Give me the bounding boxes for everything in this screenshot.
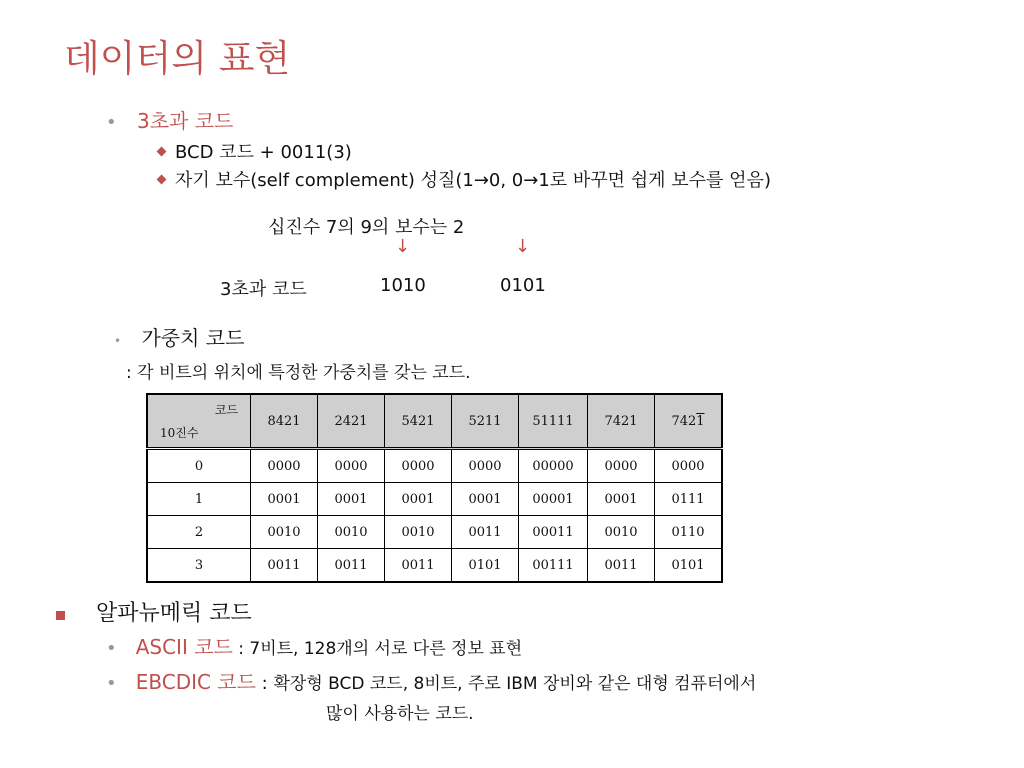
table-cell: 0010	[318, 516, 385, 549]
table-header-row	[147, 394, 722, 449]
table-cell: 00000	[519, 449, 588, 483]
bullet-dot: •	[114, 334, 122, 348]
table-header-cell: 5211	[452, 394, 519, 449]
table-cell: 2	[147, 516, 251, 549]
table-cell: 0011	[318, 549, 385, 583]
alpha-heading: 알파뉴메릭 코드	[96, 601, 252, 626]
excess3-heading-row	[106, 105, 233, 134]
table-row	[147, 483, 722, 516]
ascii-row	[106, 631, 522, 660]
excess3-sub1: BCD 코드 + 0011(3)	[175, 142, 352, 163]
table-cell: 0001	[452, 483, 519, 516]
table-corner-cell	[147, 394, 251, 449]
excess3-sub2-row	[158, 166, 771, 192]
ebcdic-desc1: 확장형 BCD 코드, 8비트, 주로 IBM 장비와 같은 대형 컴퓨터에서	[273, 674, 757, 694]
page-title: 데이터의 표현	[64, 37, 291, 80]
ebcdic-colon: :	[255, 673, 274, 694]
diamond-bullet-icon	[157, 147, 167, 157]
excess3-code-a: 1010	[380, 275, 426, 296]
table-cell: 0011	[251, 549, 318, 583]
weighted-code-table	[146, 393, 723, 583]
table-cell: 00111	[519, 549, 588, 583]
ascii-label: ASCII 코드	[135, 635, 233, 659]
weighted-desc: : 각 비트의 위치에 특정한 가중치를 갖는 코드.	[126, 363, 471, 383]
table-cell: 0000	[251, 449, 318, 483]
table-row	[147, 549, 722, 583]
table-cell: 0001	[318, 483, 385, 516]
excess3-sub2: 자기 보수(self complement) 성질(1→0, 0→1로 바꾸면 쉽게 보수를 얻음)	[175, 170, 771, 191]
table-cell: 0111	[655, 483, 723, 516]
table-row	[147, 449, 722, 483]
ebcdic-desc2: 많이 사용하는 코드.	[326, 704, 474, 724]
ascii-desc: : 7비트, 128개의 서로 다른 정보 표현	[232, 639, 523, 659]
table-header-cell: 51111	[519, 394, 588, 449]
table-cell: 0101	[452, 549, 519, 583]
excess3-code-label: 3초과 코드	[220, 279, 307, 300]
diamond-bullet-icon	[157, 175, 167, 185]
square-bullet-icon	[56, 611, 65, 620]
bullet-dot: •	[106, 673, 117, 694]
corner-top-label: 코드	[214, 403, 238, 417]
table-cell: 0011	[385, 549, 452, 583]
table-cell: 0110	[655, 516, 723, 549]
table-cell: 1	[147, 483, 251, 516]
table-cell: 3	[147, 549, 251, 583]
table-header-cell	[655, 394, 723, 449]
table-cell: 0001	[588, 483, 655, 516]
table-cell: 0011	[588, 549, 655, 583]
down-arrow-icon: ↓	[515, 236, 531, 257]
table-row	[147, 516, 722, 549]
table-cell: 0001	[251, 483, 318, 516]
down-arrow-icon: ↓	[395, 236, 411, 257]
bullet-dot: •	[106, 638, 117, 659]
table-cell: 0010	[385, 516, 452, 549]
ebcdic-row	[106, 666, 756, 695]
table-cell: 0010	[251, 516, 318, 549]
alpha-heading-row	[56, 596, 252, 627]
ebcdic-label: EBCDIC 코드	[135, 670, 256, 694]
table-header-cell: 8421	[251, 394, 318, 449]
excess3-sub1-row	[158, 138, 352, 164]
excess3-code-b: 0101	[500, 275, 546, 296]
table-header-cell: 5421	[385, 394, 452, 449]
excess3-heading: 3초과 코드	[136, 109, 234, 133]
table-cell: 0	[147, 449, 251, 483]
table-cell: 0101	[655, 549, 723, 583]
weighted-heading-row	[114, 322, 244, 351]
header-7421-prefix: 742	[671, 413, 697, 429]
table-cell: 0010	[588, 516, 655, 549]
corner-bottom-label: 10진수	[160, 426, 199, 440]
table-header-cell: 7421	[588, 394, 655, 449]
weighted-heading: 가중치 코드	[141, 326, 245, 350]
header-7421-overlined-digit: 1	[696, 413, 705, 429]
excess3-example-line: 십진수 7의 9의 보수는 2	[268, 217, 465, 238]
table-cell: 00011	[519, 516, 588, 549]
table-cell: 0000	[318, 449, 385, 483]
table-header-cell: 2421	[318, 394, 385, 449]
table-cell: 0000	[385, 449, 452, 483]
table-cell: 0000	[452, 449, 519, 483]
table-cell: 0011	[452, 516, 519, 549]
table-cell: 00001	[519, 483, 588, 516]
table-cell: 0000	[588, 449, 655, 483]
table-cell: 0000	[655, 449, 723, 483]
table-cell: 0001	[385, 483, 452, 516]
bullet-dot: •	[106, 112, 117, 133]
